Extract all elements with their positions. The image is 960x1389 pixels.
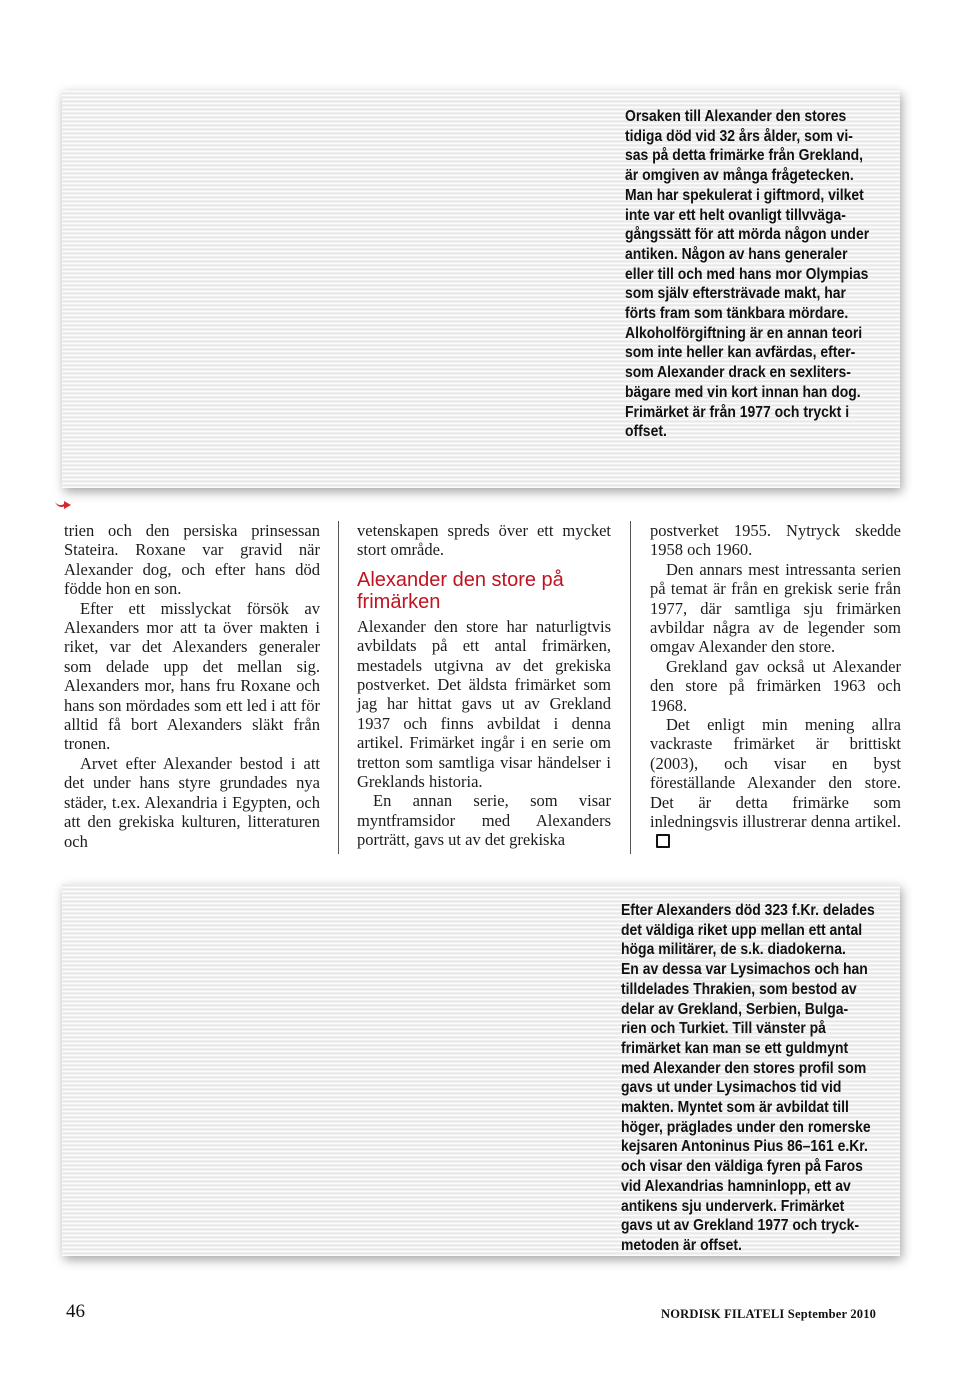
publication-footer: NORDISK FILATELI September 2010 bbox=[661, 1307, 877, 1321]
page-number: 46 bbox=[66, 1301, 85, 1322]
column-divider bbox=[338, 521, 339, 854]
paragraph bbox=[650, 715, 901, 851]
paragraph: Alexander den store har naturligtvis avbildats på ett antal frimärken, mestadels utgivna av det grekiska postverket. Det äldsta frimärket som jag har hittat gavs ut av Grekland 1937 och finns avbildat i denna artikel. Frimärket ingår i en serie om tretton som samtliga visar händelser i Greklands historia. bbox=[357, 616, 611, 792]
paragraph: postverket 1955. Nytryck skedde 1958 och 1960. bbox=[650, 521, 901, 560]
paragraph: trien och den persiska prinsessan Stateira. Roxane var gravid när Alexander dog, och efter hans död födde hon en son. bbox=[64, 521, 320, 599]
paragraph: Arvet efter Alexander bestod i att det under hans styre grundades nya städer, t.ex. Alexandria i Egypten, och att den grekiska kulturen, litteraturen och bbox=[64, 753, 320, 851]
article-column-left bbox=[64, 521, 320, 851]
paragraph: En annan serie, som visar myntframsidor med Alexanders porträtt, gavs ut av det grekiska bbox=[357, 791, 611, 850]
article-column-right bbox=[650, 521, 901, 851]
end-of-article-icon bbox=[656, 834, 670, 848]
image-caption-bottom: Efter Alexanders död 323 f.Kr. delades det väldiga riket upp mellan ett antal höga militärer, de s.k. diadokerna. En av dessa var Lysimachos och han tilldelades Thrakien, som bestod av delar av Grekland, Serbien, Bulga- rien och Turkiet. Till vänster på frimärket kan man se ett guldmynt med Alexander den stores profil som gavs ut under Lysimachos tid vid makten. Myntet som är avbildat till höger, präglades under den romerske kejsaren Antoninus Pius 86–161 e.Kr. och visar den väldiga fyren på Faros vid Alexandrias hamninlopp, ett av antikens sju underverk. Frimärket gavs ut av Grekland 1977 och tryck- metoden är offset. bbox=[621, 902, 875, 1254]
continuation-arrow-icon bbox=[54, 498, 72, 510]
image-caption-top: Orsaken till Alexander den stores tidiga död vid 32 års ålder, som vi- sas på detta frimärke från Grekland, är omgiven av många frågetecken. Man har spekulerat i giftmord, vilket inte var ett helt ovanligt tillvväga- gångssätt för att mörda någon under antiken. Någon av hans generaler eller till och med hans mor Olympias som själv eftersträvade makt, har förts fram som tänkbara mördare. Alkoholförgiftning är en annan teori som inte heller kan avfärdas, efter- som Alexander drack en sexliters- bägare med vin kort innan han dog. Frimärket är från 1977 och tryckt i offset. bbox=[625, 108, 870, 441]
paragraph: Grekland gav också ut Alexander den store på frimärken 1963 och 1968. bbox=[650, 656, 901, 715]
paragraph: Den annars mest intressanta serien på temat är från en grekisk serie från 1977, där samtliga sju frimärken avbildar några av de legender som omgav Alexander den store. bbox=[650, 559, 901, 657]
final-paragraph-text: Det enligt min mening allra vackraste frimärket är brittiskt (2003), och visar en byst föreställande Alexander den store. Det är detta frimärke som inledningsvis illustrerar denna artikel. bbox=[650, 715, 901, 832]
section-headline: Alexander den store på frimärken bbox=[357, 568, 564, 613]
article-column-middle bbox=[357, 521, 611, 850]
column-divider bbox=[630, 521, 631, 854]
paragraph: vetenskapen spreds över ett mycket stort område. bbox=[357, 521, 611, 560]
paragraph: Efter ett misslyckat försök av Alexanders mor att ta över makten i riket, var det Alexanders generaler som delade upp det mellan sig. Alexanders mor, hans fru Roxane och hans son mördades som ett led i att för alltid få bort Alexanders släkt från tronen. bbox=[64, 598, 320, 754]
